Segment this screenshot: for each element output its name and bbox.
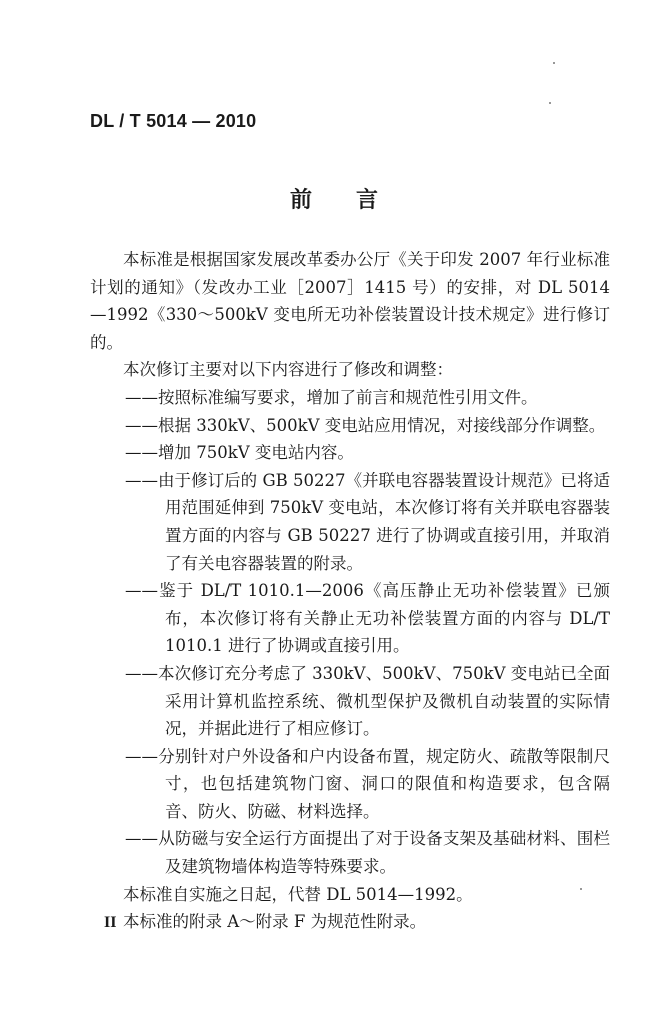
revision-item: ——由于修订后的 GB 50227《并联电容器装置设计规范》已将适用范围延伸到 750kV 变电站，本次修订将有关并联电容器装置方面的内容与 GB 50227 进行了协调或直接引用，并取消了有关电容器装置的附录。 xyxy=(125,470,610,573)
revision-item: ——按照标准编写要求，增加了前言和规范性引用文件。 xyxy=(125,387,538,407)
standard-code: DL / T 5014 — 2010 xyxy=(90,111,257,131)
revision-item: ——分别针对户外设备和户内设备布置，规定防火、疏散等限制尺寸，也包括建筑物门窗、洞口的限值和构造要求，包含隔音、防火、防磁、材料选择。 xyxy=(125,746,610,821)
body-text xyxy=(90,246,610,936)
revision-item: ——根据 330kV、500kV 变电站应用情况，对接线部分作调整。 xyxy=(125,415,606,435)
scan-speck xyxy=(549,102,551,104)
revision-item: ——增加 750kV 变电站内容。 xyxy=(125,443,354,463)
revision-item: ——鉴于 DL/T 1010.1—2006《高压静止无功补偿装置》已颁布，本次修订将有关静止无功补偿装置方面的内容与 DL/T 1010.1 进行了协调或直接引用。 xyxy=(125,581,610,656)
revision-summary-paragraph: 本次修订主要对以下内容进行了修改和调整： xyxy=(123,360,453,380)
intro-paragraph: 本标准是根据国家发展改革委办公厅《关于印发 2007 年行业标准计划的通知》（发改办工业［2007］1415 号）的安排，对 DL 5014—1992《330～500kV 变电所无功补偿装置设计技术规定》进行修订的。 xyxy=(90,250,610,352)
appendix-paragraph: 本标准的附录 A～附录 F 为规范性附录。 xyxy=(123,912,427,932)
page-title: 前 言 xyxy=(289,188,378,213)
scan-speck xyxy=(580,888,582,890)
scan-speck xyxy=(553,62,555,64)
replacement-paragraph: 本标准自实施之日起，代替 DL 5014—1992。 xyxy=(123,884,473,904)
page-number: II xyxy=(104,914,117,931)
revision-item: ——本次修订充分考虑了 330kV、500kV、750kV 变电站已全面采用计算机监控系统、微机型保护及微机自动装置的实际情况，并据此进行了相应修订。 xyxy=(125,663,610,739)
revision-item: ——从防磁与安全运行方面提出了对于设备支架及基础材料、围栏及建筑物墙体构造等特殊要求。 xyxy=(125,829,610,877)
